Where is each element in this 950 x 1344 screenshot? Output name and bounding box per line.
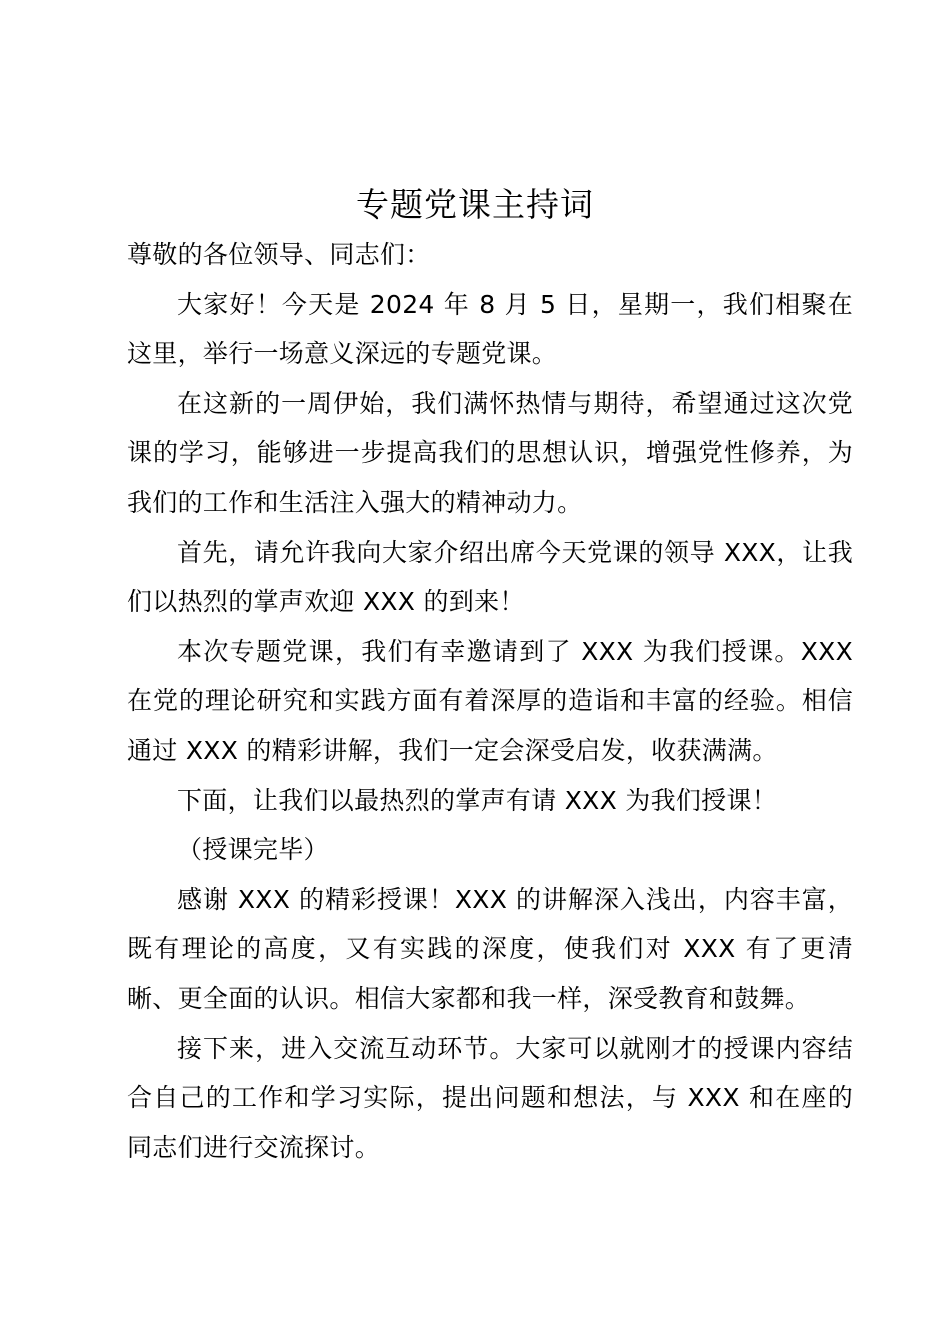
paragraph-lecturer: 本次专题党课，我们有幸邀请到了 XXX 为我们授课。XXX 在党的理论研究和实践方面有着深厚的造诣和丰富的经验。相信通过 XXX 的精彩讲解，我们一定会深受启发，收获满满。 bbox=[127, 636, 853, 765]
paragraph-expectation: 在这新的一周伊始，我们满怀热情与期待，希望通过这次党课的学习，能够进一步提高我们的思想认识，增强党性修养，为我们的工作和生活注入强大的精神动力。 bbox=[127, 388, 853, 517]
paragraph-introduction: 首先，请允许我向大家介绍出席今天党课的领导 XXX，让我们以热烈的掌声欢迎 XXX 的到来！ bbox=[127, 537, 853, 617]
paragraph-discussion: 接下来，进入交流互动环节。大家可以就刚才的授课内容结合自己的工作和学习实际，提出问题和想法，与 XXX 和在座的同志们进行交流探讨。 bbox=[127, 1033, 853, 1162]
paragraph-greeting: 大家好！今天是 2024 年 8 月 5 日，星期一，我们相聚在这里，举行一场意义深远的专题党课。 bbox=[127, 289, 853, 369]
document-body bbox=[127, 230, 853, 1172]
page-title: 专题党课主持词 bbox=[356, 185, 594, 224]
paragraph-thanks: 感谢 XXX 的精彩授课！XXX 的讲解深入浅出，内容丰富，既有理论的高度，又有实践的深度，使我们对 XXX 有了更清晰、更全面的认识。相信大家都和我一样，深受教育和鼓舞。 bbox=[127, 884, 853, 1013]
salutation: 尊敬的各位领导、同志们： bbox=[127, 240, 431, 269]
paragraph-lecture-end: （授课完毕） bbox=[177, 835, 329, 865]
paragraph-invitation: 下面，让我们以最热烈的掌声有请 XXX 为我们授课！ bbox=[177, 785, 778, 815]
